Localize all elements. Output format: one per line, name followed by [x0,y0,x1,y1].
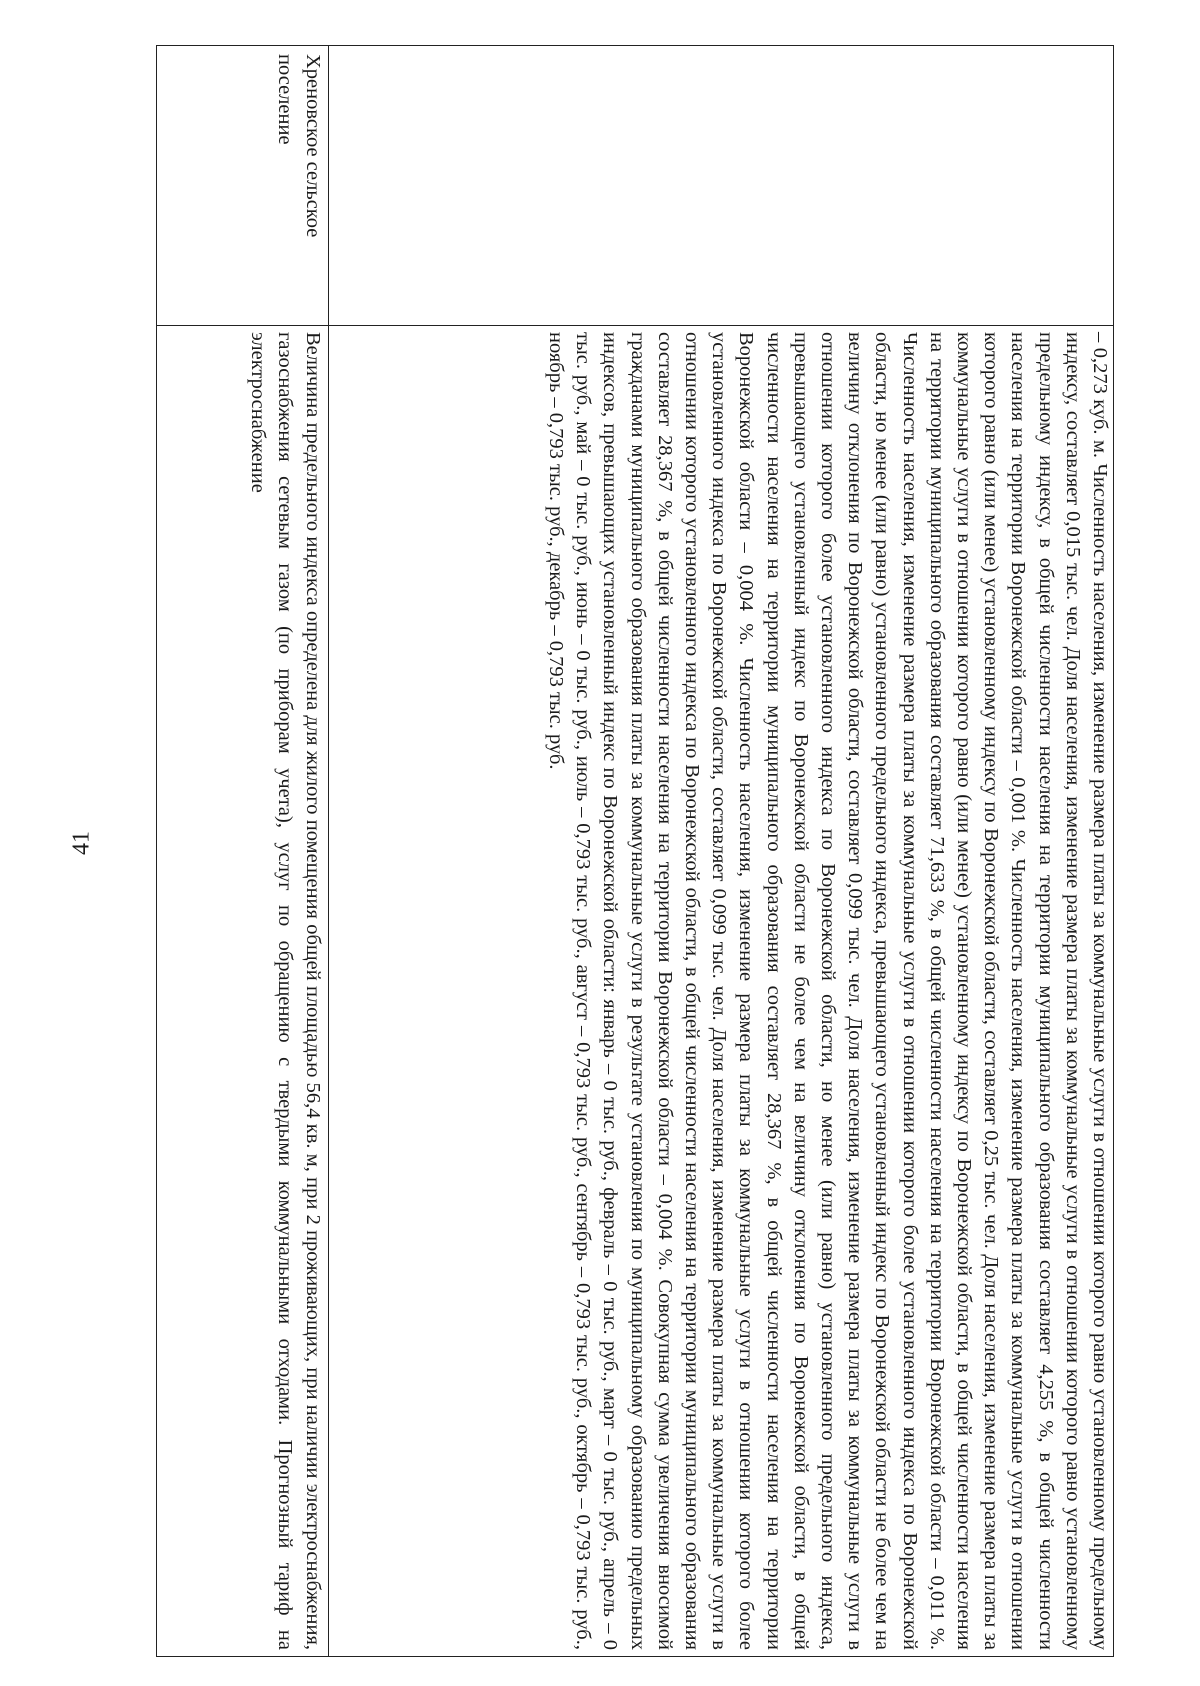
description-cell: – 0,273 куб. м. Численность населения, изменение размера платы за коммунальные услуги в отношении которого равно установленному предельному индексу, составляет 0,015 тыс. чел. Доля населения, изменение размера платы за коммунальные услуги в отношении которого равно установленному предельному индексу, в общей численности населения на территории муниципального образования составляет 4,255 %, в общей численности населения на территории Воронежской области – 0,001 %. Численность населения, изменение размера платы за коммунальные услуги в отношении которого равно (или менее) установленному индексу по Воронежской области, составляет 0,25 тыс. чел. Доля населения, изменение размера платы за коммунальные услуги в отношении которого равно (или менее) установленному индексу по Воронежской области, в общей численности населения на территории муниципального образования составляет 71,633 %, в общей численности населения на территории Воронежской области – 0,011 %. Численность населения, изменение размера платы за коммунальные услуги в отношении которого более установленного индекса по Воронежской области, но менее (или равно) установленного предельного индекса, превышающего установленный индекс по Воронежской области не более чем на величину отклонения по Воронежской области, составляет 0,099 тыс. чел. Доля населения, изменение размера платы за коммунальные услуги в отношении которого более установленного индекса по Воронежской области, но менее (или равно) установленного предельного индекса, превышающего установленный индекс по Воронежской области не более чем на величину отклонения по Воронежской области, в общей численности населения на территории муниципального образования составляет 28,367 %, в общей численности населения на территории Воронежской области – 0,004 %. Численность населения, изменение размера платы за коммунальные услуги в отношении которого более установленного индекса по Воронежской области, составляет 0,099 тыс. чел. Доля населения, изменение размера платы за коммунальные услуги в отношении которого установленного индекса по Воронежской области, в общей численности населения на территории муниципального образования составляет 28,367 %, в общей численности населения на территории Воронежской области – 0,004 %. Совокупная сумма увеличения вносимой гражданами муниципального образования платы за коммунальные услуги в результате установления по муниципальному образованию предельных индексов, превышающих установленный индекс по Воронежской области: январь – 0 тыс. руб., февраль – 0 тыс. руб., март – 0 тыс. руб., апрель – 0 тыс. руб., май – 0 тыс. руб., июнь – 0 тыс. руб., июль – 0,793 тыс. руб., август – 0,793 тыс. руб., сентябрь – 0,793 тыс. руб., октябрь – 0,793 тыс. руб., ноябрь – 0,793 тыс. руб., декабрь – 0,793 тыс. руб. [329,326,1114,1657]
municipality-name-cell: Хреновское сельское поселение [157,46,329,326]
rotated-page-content [156,45,1114,1657]
page-number: 41 [68,831,95,855]
table-row [157,46,329,1657]
municipality-name-cell [329,46,1114,326]
data-table [156,45,1114,1657]
description-cell: Величина предельного индекса определена для жилого помещения общей площадью 56,4 кв. м, при 2 проживающих, при наличии электроснабжения, газоснабжения сетевым газом (по приборам учета), услуг по обращению с твердыми коммунальными отходами. Прогнозный тариф на электроснабжение [157,326,329,1657]
table-row [329,46,1114,1657]
